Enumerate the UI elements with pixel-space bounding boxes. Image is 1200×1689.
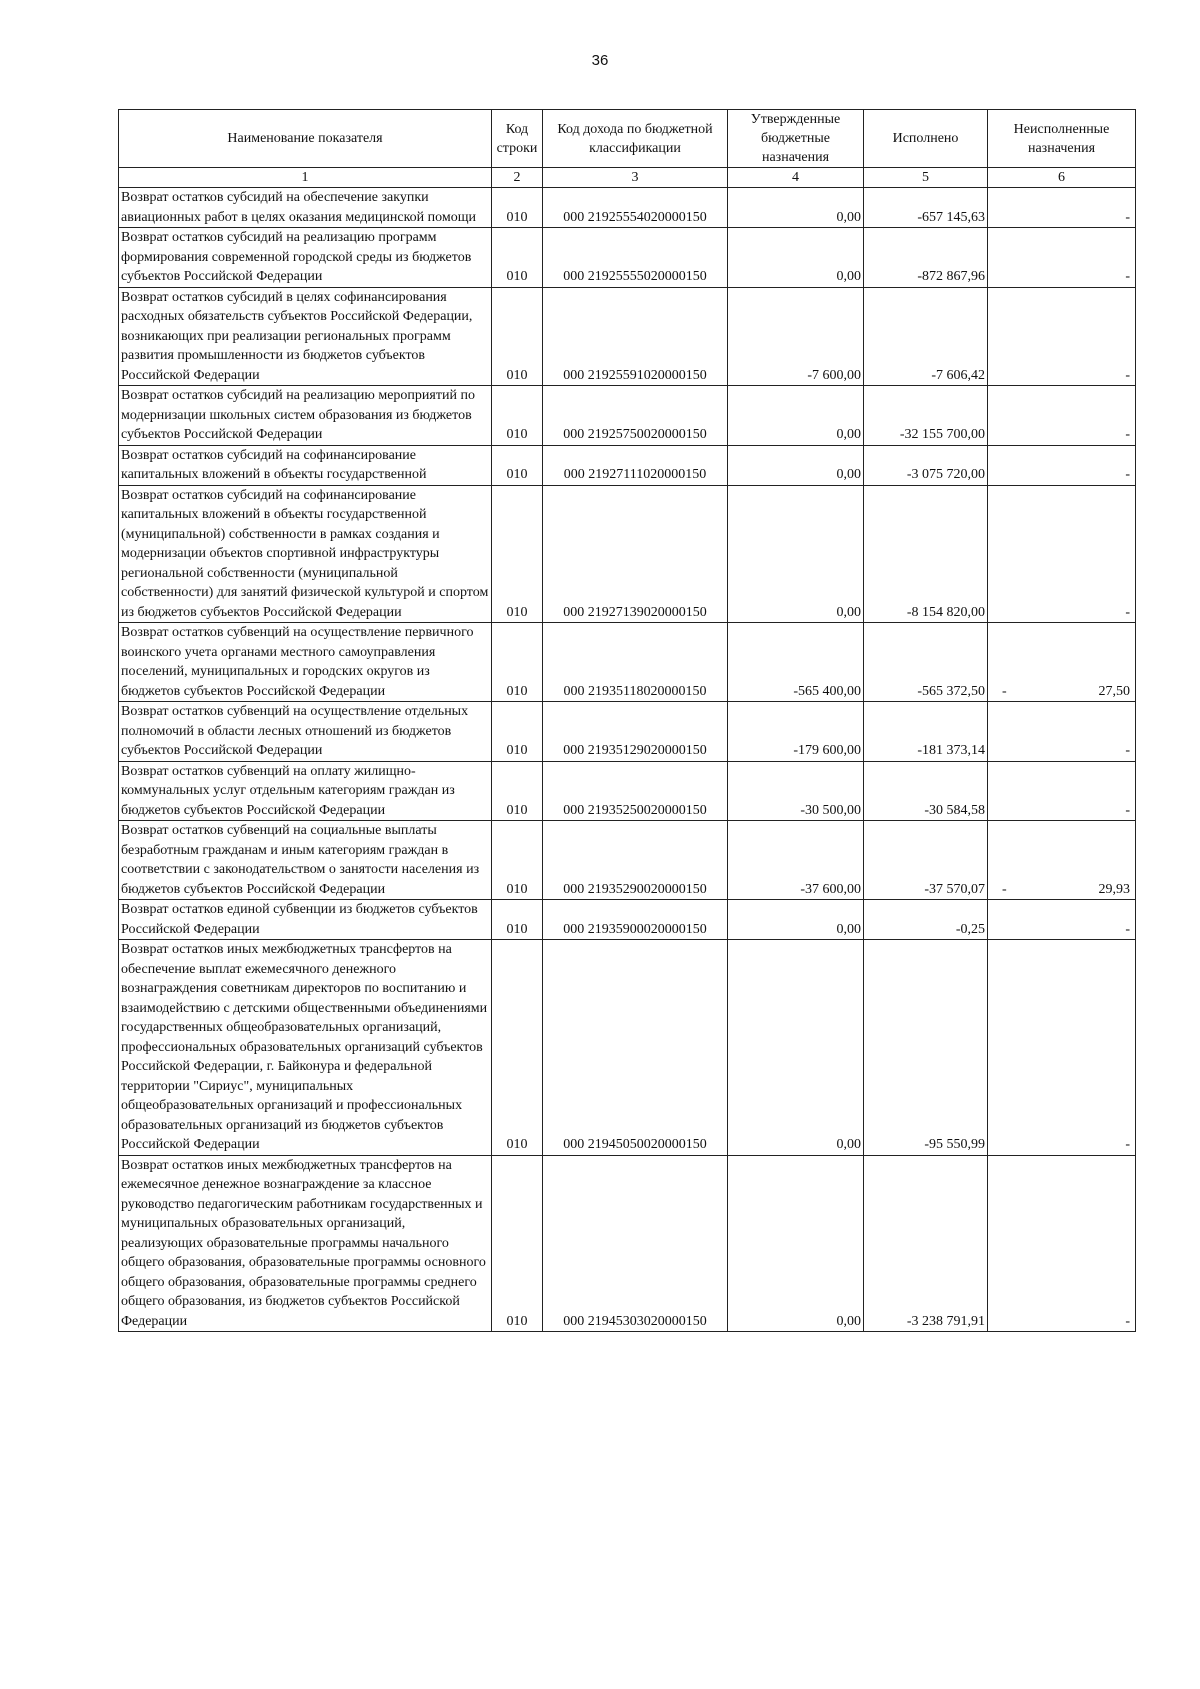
executed-amount: -8 154 820,00	[864, 485, 988, 623]
income-code: 000 21935250020000150	[543, 761, 728, 821]
line-code: 010	[492, 188, 543, 228]
approved-amount: -30 500,00	[728, 761, 864, 821]
income-code: 000 21945303020000150	[543, 1155, 728, 1332]
unexecuted-dash: -	[1002, 683, 1007, 699]
indicator-name: Возврат остатков субсидий на реализацию программ формирования современной городской среды из бюджетов субъектов Российской Федерации	[119, 228, 492, 288]
executed-amount: -95 550,99	[864, 940, 988, 1156]
indicator-name: Возврат остатков субсидий на софинансирование капитальных вложений в объекты государственной	[119, 445, 492, 485]
table-row	[119, 623, 1136, 702]
indicator-name: Возврат остатков субвенций на оплату жилищно-коммунальных услуг отдельным категориям граждан из бюджетов субъектов Российской Федерации	[119, 761, 492, 821]
executed-amount: -0,25	[864, 900, 988, 940]
table-row	[119, 940, 1136, 1156]
column-number: 3	[543, 168, 728, 188]
table-row	[119, 1155, 1136, 1332]
line-code: 010	[492, 485, 543, 623]
budget-execution-table	[118, 109, 1136, 1332]
table-row	[119, 228, 1136, 288]
approved-amount: 0,00	[728, 386, 864, 446]
column-number-row	[119, 168, 1136, 188]
unexecuted-amount	[988, 900, 1136, 940]
indicator-name: Возврат остатков единой субвенции из бюджетов субъектов Российской Федерации	[119, 900, 492, 940]
table-row	[119, 287, 1136, 386]
executed-amount: -657 145,63	[864, 188, 988, 228]
table-row	[119, 900, 1136, 940]
income-code: 000 21925555020000150	[543, 228, 728, 288]
unexecuted-value: -	[1125, 269, 1130, 284]
line-code: 010	[492, 702, 543, 762]
income-code: 000 21927139020000150	[543, 485, 728, 623]
line-code: 010	[492, 287, 543, 386]
indicator-name: Возврат остатков субвенций на социальные выплаты безработным гражданам и иным категориям граждан в соответствии с законодательством о занятости населения из бюджетов субъектов Российской Федерации	[119, 821, 492, 900]
unexecuted-value: -	[1125, 367, 1130, 383]
unexecuted-amount	[988, 623, 1136, 702]
column-number: 4	[728, 168, 864, 188]
line-code: 010	[492, 228, 543, 288]
unexecuted-dash: -	[1002, 881, 1007, 897]
indicator-name: Возврат остатков субсидий на реализацию мероприятий по модернизации школьных систем образования из бюджетов субъектов Российской Федерации	[119, 386, 492, 446]
approved-amount: 0,00	[728, 940, 864, 1156]
approved-amount: -7 600,00	[728, 287, 864, 386]
income-code: 000 21925750020000150	[543, 386, 728, 446]
table-row	[119, 188, 1136, 228]
header-unexecuted: Неисполненные назначения	[988, 110, 1136, 168]
unexecuted-value: 29,93	[1098, 881, 1130, 897]
unexecuted-amount	[988, 287, 1136, 386]
header-code: Код строки	[492, 110, 543, 168]
table-row	[119, 485, 1136, 623]
unexecuted-amount	[988, 761, 1136, 821]
line-code: 010	[492, 1155, 543, 1332]
header-name: Наименование показателя	[119, 110, 492, 168]
unexecuted-amount	[988, 821, 1136, 900]
executed-amount: -181 373,14	[864, 702, 988, 762]
line-code: 010	[492, 445, 543, 485]
unexecuted-amount	[988, 228, 1136, 288]
column-number: 5	[864, 168, 988, 188]
unexecuted-amount	[988, 702, 1136, 762]
executed-amount: -37 570,07	[864, 821, 988, 900]
unexecuted-amount	[988, 445, 1136, 485]
table-row	[119, 702, 1136, 762]
approved-amount: -565 400,00	[728, 623, 864, 702]
unexecuted-amount	[988, 386, 1136, 446]
indicator-name: Возврат остатков субсидий на софинансирование капитальных вложений в объекты государственной (муниципальной) собственности в рамках создания и модернизации объектов спортивной инфраструктуры региональной собственности (муниципальной собственности) для занятий физической культурой и спортом из бюджетов субъектов Российской Федерации	[119, 485, 492, 623]
unexecuted-value: -	[1125, 604, 1130, 620]
unexecuted-value: -	[1125, 743, 1130, 758]
indicator-name: Возврат остатков иных межбюджетных трансфертов на ежемесячное денежное вознаграждение за классное руководство педагогическим работникам государственных и муниципальных образовательных организаций, реализующих образовательные программы начального общего образования, образовательные программы основного общего образования, образовательные программы среднего общего образования, из бюджетов субъектов Российской Федерации	[119, 1155, 492, 1332]
income-code: 000 21935900020000150	[543, 900, 728, 940]
line-code: 010	[492, 940, 543, 1156]
executed-amount: -7 606,42	[864, 287, 988, 386]
unexecuted-value: 27,50	[1098, 683, 1130, 699]
unexecuted-value: -	[1125, 1137, 1130, 1152]
column-number: 2	[492, 168, 543, 188]
approved-amount: 0,00	[728, 900, 864, 940]
approved-amount: 0,00	[728, 1155, 864, 1332]
unexecuted-amount	[988, 188, 1136, 228]
income-code: 000 21925554020000150	[543, 188, 728, 228]
page-number: 36	[591, 52, 609, 69]
income-code: 000 21935129020000150	[543, 702, 728, 762]
line-code: 010	[492, 386, 543, 446]
income-code: 000 21945050020000150	[543, 940, 728, 1156]
indicator-name: Возврат остатков субвенций на осуществление отдельных полномочий в области лесных отношений из бюджетов субъектов Российской Федерации	[119, 702, 492, 762]
approved-amount: 0,00	[728, 445, 864, 485]
header-executed: Исполнено	[864, 110, 988, 168]
indicator-name: Возврат остатков иных межбюджетных трансфертов на обеспечение выплат ежемесячного денежного вознаграждения советникам директоров по воспитанию и взаимодействию с детскими общественными объединениями государственных общеобразовательных организаций, профессиональных образовательных организаций субъектов Российской Федерации, г. Байконура и федеральной территории "Сириус", муниципальных общеобразовательных организаций и профессиональных образовательных организаций из бюджетов субъектов Российской Федерации	[119, 940, 492, 1156]
executed-amount: -30 584,58	[864, 761, 988, 821]
table-row	[119, 386, 1136, 446]
income-code: 000 21925591020000150	[543, 287, 728, 386]
income-code: 000 21927111020000150	[543, 445, 728, 485]
table-row	[119, 445, 1136, 485]
income-code: 000 21935290020000150	[543, 821, 728, 900]
approved-amount: -37 600,00	[728, 821, 864, 900]
unexecuted-amount	[988, 940, 1136, 1156]
line-code: 010	[492, 900, 543, 940]
line-code: 010	[492, 821, 543, 900]
unexecuted-value: -	[1125, 467, 1130, 482]
unexecuted-value: -	[1125, 1313, 1130, 1329]
income-code: 000 21935118020000150	[543, 623, 728, 702]
column-number: 1	[119, 168, 492, 188]
unexecuted-amount	[988, 1155, 1136, 1332]
unexecuted-value: -	[1125, 802, 1130, 818]
executed-amount: -565 372,50	[864, 623, 988, 702]
unexecuted-value: -	[1125, 209, 1130, 225]
approved-amount: -179 600,00	[728, 702, 864, 762]
table-header-row	[119, 110, 1136, 168]
indicator-name: Возврат остатков субвенций на осуществление первичного воинского учета органами местного самоуправления поселений, муниципальных и городских округов из бюджетов субъектов Российской Федерации	[119, 623, 492, 702]
column-number: 6	[988, 168, 1136, 188]
line-code: 010	[492, 623, 543, 702]
executed-amount: -32 155 700,00	[864, 386, 988, 446]
indicator-name: Возврат остатков субсидий на обеспечение закупки авиационных работ в целях оказания медицинской помощи	[119, 188, 492, 228]
unexecuted-value: -	[1125, 427, 1130, 442]
table-row	[119, 821, 1136, 900]
unexecuted-value: -	[1125, 921, 1130, 937]
header-approved: Утвержденные бюджетные назначения	[728, 110, 864, 168]
approved-amount: 0,00	[728, 188, 864, 228]
table-row	[119, 761, 1136, 821]
approved-amount: 0,00	[728, 228, 864, 288]
executed-amount: -3 075 720,00	[864, 445, 988, 485]
indicator-name: Возврат остатков субсидий в целях софинансирования расходных обязательств субъектов Российской Федерации, возникающих при реализации региональных программ развития промышленности из бюджетов субъектов Российской Федерации	[119, 287, 492, 386]
line-code: 010	[492, 761, 543, 821]
unexecuted-amount	[988, 485, 1136, 623]
approved-amount: 0,00	[728, 485, 864, 623]
header-income-code: Код дохода по бюджетной классификации	[543, 110, 728, 168]
executed-amount: -3 238 791,91	[864, 1155, 988, 1332]
executed-amount: -872 867,96	[864, 228, 988, 288]
